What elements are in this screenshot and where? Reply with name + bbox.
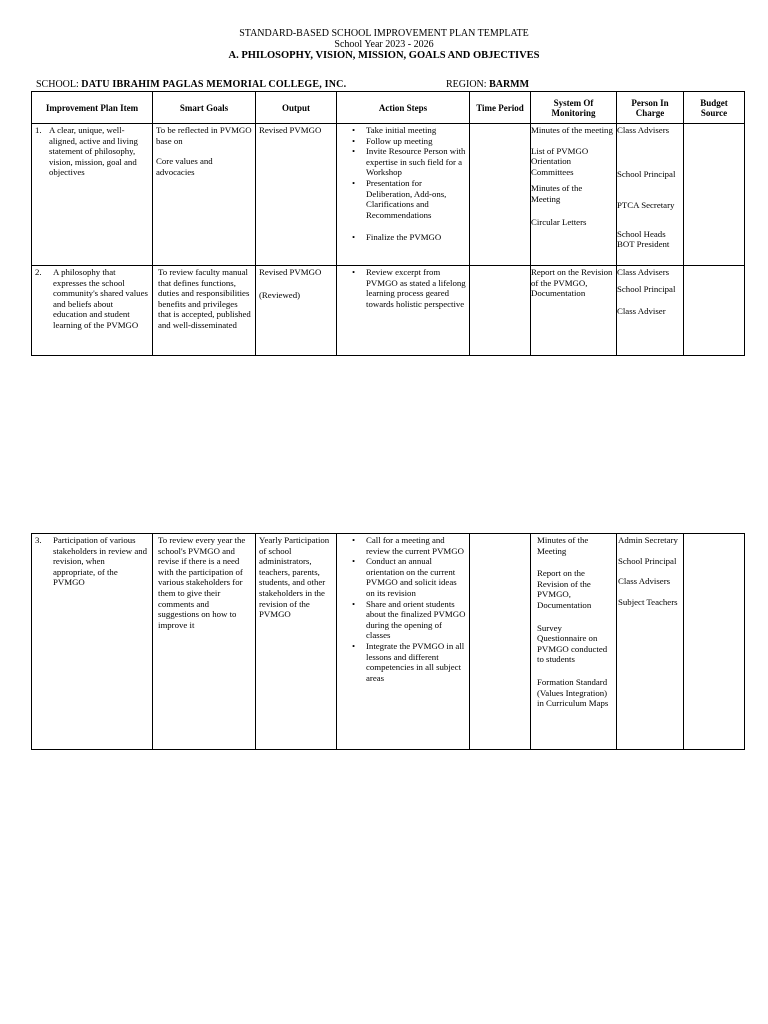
person-text: School Principal xyxy=(618,555,677,566)
smart-goals-cell xyxy=(153,124,256,266)
person-text: Class Adviser xyxy=(617,306,666,317)
action-step: • Presentation for Deliberation, Add-ons, Clarifications and Recommendations xyxy=(340,178,466,220)
col-header-goals: Smart Goals xyxy=(153,92,256,124)
region-line xyxy=(446,79,529,90)
output-text: Yearly Participation of school administrators, teachers, parents, students, and other stakeholders in the revision of the PVMGO xyxy=(259,535,330,620)
budget-source-cell xyxy=(684,534,745,750)
person-text: School Principal xyxy=(617,168,676,179)
action-steps-cell xyxy=(337,266,470,356)
col-header-steps: Action Steps xyxy=(337,92,470,124)
monitoring-text: Report on the Revision of the PVMGO, Documentation xyxy=(531,267,613,299)
plan-table-page-2 xyxy=(31,533,745,750)
item-text: Participation of various stakeholders in review and revision, when appropriate, of the PVMGO xyxy=(53,535,148,588)
improvement-item-cell xyxy=(32,534,153,750)
improvement-item xyxy=(35,125,149,178)
monitoring-text: Formation Standard (Values Integration) in Curriculum Maps xyxy=(537,676,609,709)
document-header xyxy=(0,28,768,61)
region-label: REGION: xyxy=(446,79,487,90)
col-header-person: Person In Charge xyxy=(617,92,684,124)
output-cell xyxy=(256,124,337,266)
person-text: School Principal xyxy=(617,283,676,294)
monitoring-cell xyxy=(531,266,617,356)
person-in-charge-cell xyxy=(617,124,684,266)
budget-source-cell xyxy=(684,124,745,266)
table-row xyxy=(32,534,745,750)
col-header-output: Output xyxy=(256,92,337,124)
table-row xyxy=(32,266,745,356)
action-steps-list xyxy=(340,125,466,243)
item-number: 3. xyxy=(35,535,42,545)
region-name: BARMM xyxy=(489,79,530,90)
monitoring-cell xyxy=(531,124,617,266)
person-in-charge-cell xyxy=(617,534,684,750)
action-step: • Follow up meeting xyxy=(340,136,466,147)
col-header-budget: Budget Source xyxy=(684,92,745,124)
goal-text: To review faculty manual that defines functions, duties and responsibilities benefits and privileges that is accepted, published and well-disseminated xyxy=(158,267,251,330)
budget-source-cell xyxy=(684,266,745,356)
time-period-cell xyxy=(470,266,531,356)
time-period-cell xyxy=(470,124,531,266)
improvement-item xyxy=(35,535,149,588)
improvement-item-cell xyxy=(32,266,153,356)
action-steps-list xyxy=(340,267,466,309)
monitoring-text: Circular Letters xyxy=(531,216,587,227)
person-text: Class Advisers xyxy=(617,267,670,277)
school-label: SCHOOL: xyxy=(36,79,79,90)
time-period-cell xyxy=(470,534,531,750)
action-step: • Conduct an annual orientation on the current PVMGO and solicit ideas on its revision xyxy=(340,556,466,598)
monitoring-cell xyxy=(531,534,617,750)
action-steps-list xyxy=(340,535,466,683)
improvement-item xyxy=(35,267,149,331)
school-year: School Year 2023 - 2026 xyxy=(334,39,434,50)
person-text: Class Advisers xyxy=(617,125,670,135)
table-row xyxy=(32,124,745,266)
col-header-monitoring: System Of Monitoring xyxy=(531,92,617,124)
goal-text: To review every year the school's PVMGO and revise if there is a need with the participation of various stakeholders for them to give their comments and suggestions on how to improve it xyxy=(158,535,246,630)
improvement-item-cell xyxy=(32,124,153,266)
output-text: Revised PVMGO xyxy=(259,267,322,277)
template-title: STANDARD-BASED SCHOOL IMPROVEMENT PLAN TEMPLATE xyxy=(239,28,529,39)
person-text: Subject Teachers xyxy=(618,596,678,607)
col-header-item: Improvement Plan Item xyxy=(32,92,153,124)
output-text: Revised PVMGO xyxy=(259,125,322,135)
item-number: 1. xyxy=(35,125,42,135)
smart-goals-cell xyxy=(153,266,256,356)
goal-text: Core values and advocacies xyxy=(156,156,213,177)
school-line xyxy=(36,79,346,90)
section-title: A. PHILOSOPHY, VISION, MISSION, GOALS AND OBJECTIVES xyxy=(228,50,540,61)
table-header-row xyxy=(32,92,745,124)
output-text: (Reviewed) xyxy=(259,289,301,300)
monitoring-text: Minutes of the Meeting xyxy=(537,535,589,556)
action-steps-cell xyxy=(337,124,470,266)
action-step: • Call for a meeting and review the current PVMGO xyxy=(340,535,466,556)
item-text: A clear, unique, well-aligned, active and living statement of philosophy, vision, mission, goal and objectives xyxy=(49,125,138,178)
action-step: • Take initial meeting xyxy=(340,125,466,136)
smart-goals-cell xyxy=(153,534,256,750)
plan-table-page-1 xyxy=(31,91,745,356)
person-in-charge-cell xyxy=(617,266,684,356)
person-text: Admin Secretary xyxy=(618,535,678,545)
output-cell xyxy=(256,266,337,356)
col-header-time: Time Period xyxy=(470,92,531,124)
monitoring-text: Minutes of the Meeting xyxy=(531,183,583,204)
person-text: School Heads BOT President xyxy=(617,228,670,250)
person-text: PTCA Secretary xyxy=(617,200,675,211)
action-steps-cell xyxy=(337,534,470,750)
output-cell xyxy=(256,534,337,750)
monitoring-text: Minutes of the meeting xyxy=(531,125,613,135)
action-step: • Share and orient students about the finalized PVMGO during the opening of classes xyxy=(340,599,466,641)
goal-text: To be reflected in PVMGO base on xyxy=(156,125,252,146)
monitoring-text: Report on the Revision of the PVMGO, Documentation xyxy=(537,568,592,610)
item-text: A philosophy that expresses the school community's shared values and beliefs about education and student learning of the PVMGO xyxy=(53,267,148,330)
action-step: • Invite Resource Person with expertise in such field for a Workshop xyxy=(340,146,466,178)
action-step: • Integrate the PVMGO in all lessons and different competencies in all subject areas xyxy=(340,641,466,683)
item-number: 2. xyxy=(35,267,42,277)
monitoring-text: Survey Questionnaire on PVMGO conducted to students xyxy=(537,622,608,665)
school-name: DATU IBRAHIM PAGLAS MEMORIAL COLLEGE, INC. xyxy=(81,79,347,90)
monitoring-text: List of PVMGO Orientation Committees xyxy=(531,145,589,177)
person-text: Class Advisers xyxy=(618,576,671,587)
action-step: • Finalize the PVMGO xyxy=(340,232,466,243)
action-step: • Review excerpt from PVMGO as stated a lifelong learning process geared towards holistic perspective xyxy=(340,267,466,309)
